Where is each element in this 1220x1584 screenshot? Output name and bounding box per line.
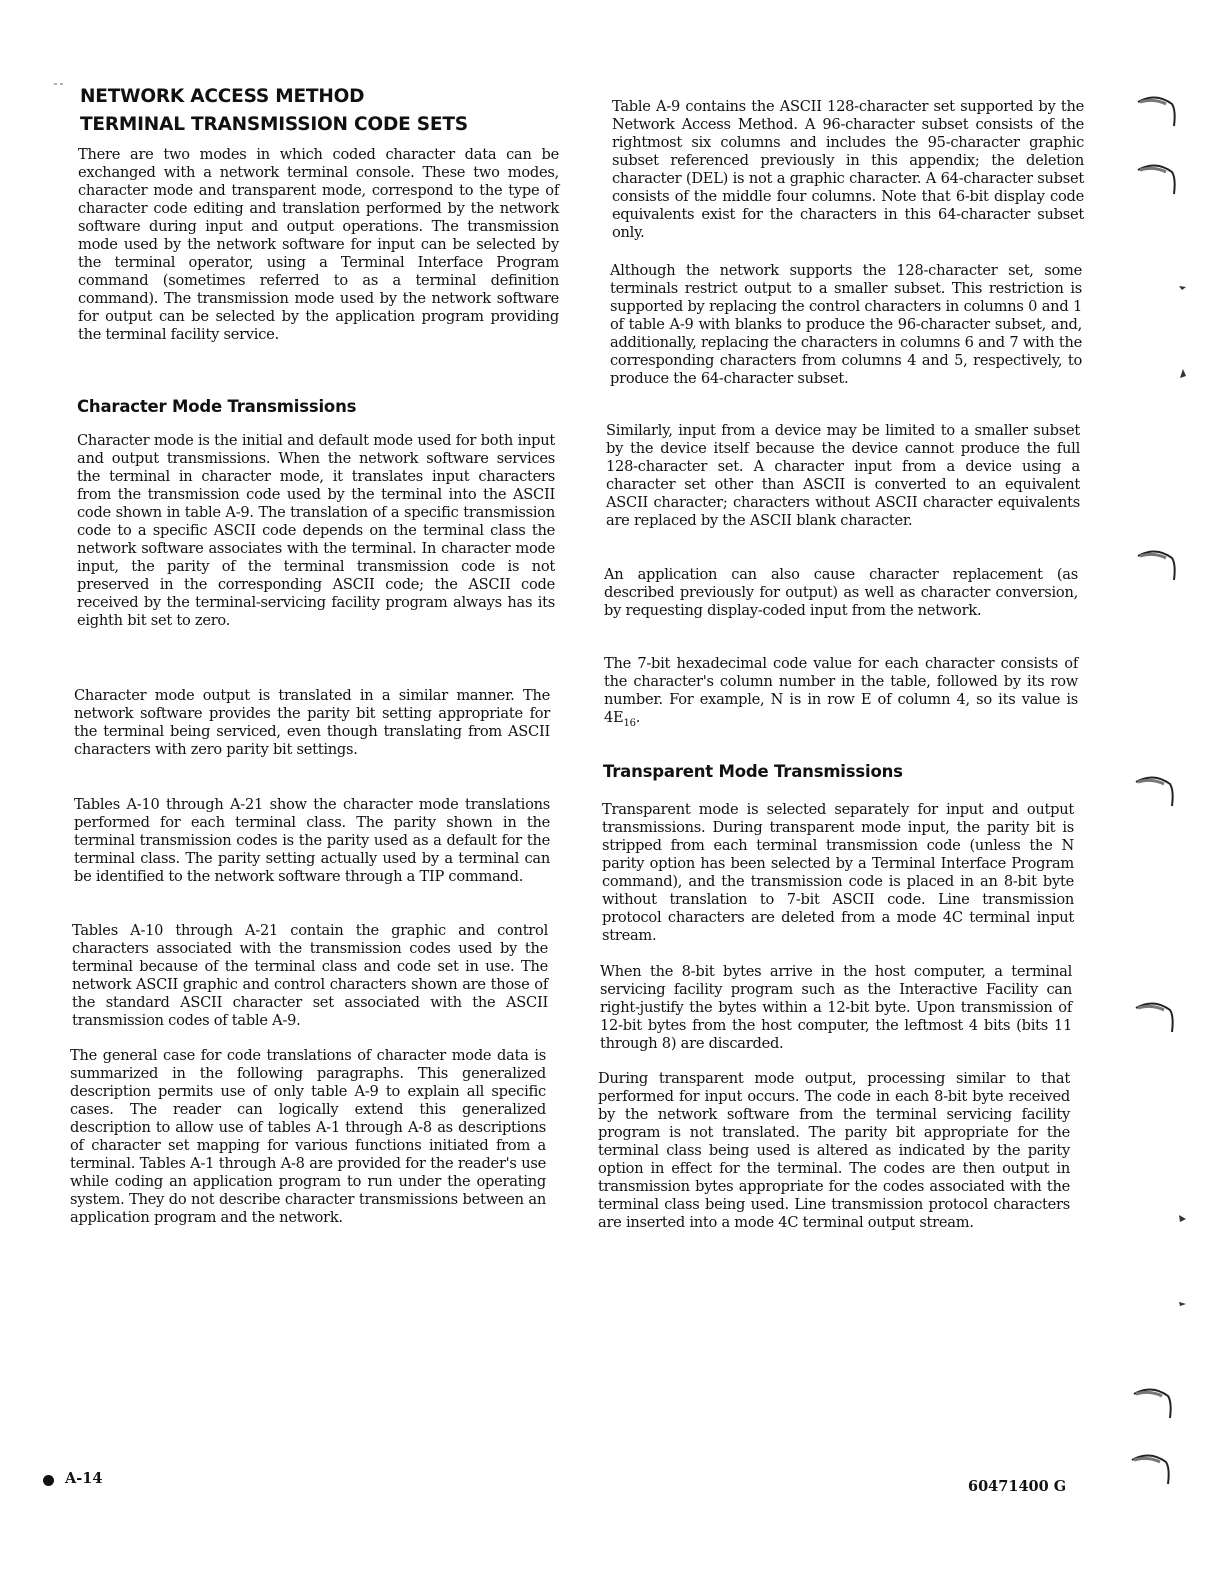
scan-speck-icon xyxy=(1178,368,1188,380)
binder-hole-mark-icon xyxy=(1134,998,1178,1038)
table-a9-paragraph: Table A-9 contains the ASCII 128-character set supported by the Network Access Method. A 96-character subset consists of the rightmost six columns and includes the 95-character graphic subset referenced previously in this appendix; the deletion character (DEL) is not a graphic character. A 64-character subset consists of the middle four columns. Note that 6-bit display code equivalents exist for the characters in this 64-character subset only. xyxy=(612,98,1084,241)
character-mode-paragraph-4: Tables A-10 through A-21 contain the graphic and control characters associated with the transmission codes used by the terminal because of the terminal class and code set in use. The network ASCII graphic and control characters shown are those of the standard ASCII character set associated with the ASCII transmission codes of table A-9. xyxy=(72,922,548,1029)
scan-speck-icon xyxy=(1178,1214,1188,1224)
heading-transparent-mode-transmissions: Transparent Mode Transmissions xyxy=(603,762,903,781)
binder-hole-mark-icon xyxy=(1136,160,1180,200)
intro-paragraph: There are two modes in which coded character data can be exchanged with a network terminal console. These two modes, character mode and transparent mode, correspond to the type of character code editing and translation performed by the network software during input and output operations. The transmission mode used by the network software for input can be selected by the terminal operator, using a Terminal Interface Program command (sometimes referred to as a terminal definition command). The transmission mode used by the network software for output can be selected by the application program providing the terminal facility service. xyxy=(78,146,559,343)
character-mode-paragraph-1: Character mode is the initial and default mode used for both input and output transmissions. When the network software services the terminal in character mode, it translates input characters from the transmission code used by the terminal into the ASCII code shown in table A-9. The translation of a specific transmission code to a specific ASCII code depends on the terminal class the network software associates with the terminal. In character mode input, the parity of the terminal transmission code is not preserved in the corresponding ASCII code; the ASCII code received by the terminal-servicing facility program always has its eighth bit set to zero. xyxy=(77,432,555,629)
binder-hole-mark-icon xyxy=(1132,1384,1176,1424)
character-mode-paragraph-2: Character mode output is translated in a similar manner. The network software provides the parity bit setting appropriate for the terminal being serviced, even though translating from ASCII characters with zero parity bit settings. xyxy=(74,687,550,758)
subset-restriction-paragraph: Although the network supports the 128-character set, some terminals restrict output to a smaller subset. This restriction is supported by replacing the control characters in columns 0 and 1 of table A-9 with blanks to produce the 96-character subset, and, additionally, replacing the characters in columns 6 and 7 with the corresponding characters from columns 4 and 5, respectively, to produce the 64-character subset. xyxy=(610,262,1082,387)
scan-speck-icon xyxy=(1178,1300,1188,1308)
scan-speck-icon xyxy=(54,82,64,86)
binder-hole-mark-icon xyxy=(1134,772,1178,812)
hex-subscript: 16 xyxy=(623,718,636,729)
page-number: A-14 xyxy=(65,1470,103,1487)
heading-terminal-transmission-code-sets: TERMINAL TRANSMISSION CODE SETS xyxy=(80,114,468,135)
input-limit-paragraph: Similarly, input from a device may be limited to a smaller subset by the device itself because the device cannot produce the full 128-character set. A character input from a device using a character set other than ASCII is converted to an equivalent ASCII character; characters without ASCII character equivalents are replaced by the ASCII blank character. xyxy=(606,422,1080,529)
binder-hole-mark-icon xyxy=(1136,92,1180,132)
character-mode-paragraph-3: Tables A-10 through A-21 show the character mode translations performed for each terminal class. The parity shown in the terminal transmission codes is the parity used as a default for the terminal class. The parity setting actually used by a terminal can be identified to the network software through a TIP command. xyxy=(74,796,550,885)
footer-bullet-icon xyxy=(43,1475,54,1486)
transparent-mode-paragraph-2: When the 8-bit bytes arrive in the host computer, a terminal servicing facility program such as the Interactive Facility can right-justify the bytes within a 12-bit byte. Upon transmission of 12-bit bytes from the host computer, the leftmost 4 bits (bits 11 through 8) are discarded. xyxy=(600,963,1072,1052)
document-number: 60471400 G xyxy=(968,1478,1067,1495)
binder-hole-mark-icon xyxy=(1136,546,1180,586)
heading-network-access-method: NETWORK ACCESS METHOD xyxy=(80,86,365,107)
character-mode-paragraph-5: The general case for code translations of character mode data is summarized in the following paragraphs. This generalized description permits use of only table A-9 to explain all specific cases. The reader can logically extend this generalized description to allow use of tables A-1 through A-8 as descriptions of character set mapping for various functions initiated from a terminal. Tables A-1 through A-8 are provided for the reader's use while coding an application program to run under the operating system. They do not describe character transmissions between an application program and the network. xyxy=(70,1047,546,1226)
binder-hole-mark-icon xyxy=(1130,1450,1174,1490)
transparent-mode-paragraph-3: During transparent mode output, processing similar to that performed for input occurs. The code in each 8-bit byte received by the network software from the terminal servicing facility program is not translated. The parity bit appropriate for the terminal class being used is altered as indicated by the parity option in effect for the terminal. The codes are then output in transmission bytes appropriate for the codes associated with the terminal class being used. Line transmission protocol characters are inserted into a mode 4C terminal output stream. xyxy=(598,1070,1070,1231)
hex-end: . xyxy=(635,709,641,726)
scan-speck-icon xyxy=(1178,284,1188,292)
hex-code-paragraph xyxy=(604,655,1078,733)
character-replacement-paragraph: An application can also cause character replacement (as described previously for output) as well as character conversion, by requesting display-coded input from the network. xyxy=(604,566,1078,619)
hex-code-text: The 7-bit hexadecimal code value for each character consists of the character's column number in the table, followed by its row number. For example, N is in row E of column 4, so its value is 4E xyxy=(604,655,1078,726)
transparent-mode-paragraph-1: Transparent mode is selected separately for input and output transmissions. During transparent mode input, the parity bit is stripped from each terminal transmission code (unless the N parity option has been selected by a Terminal Interface Program command), and the transmission code is placed in an 8-bit byte without translation to 7-bit ASCII code. Line transmission protocol characters are deleted from a mode 4C terminal input stream. xyxy=(602,801,1074,944)
heading-character-mode-transmissions: Character Mode Transmissions xyxy=(77,397,357,416)
